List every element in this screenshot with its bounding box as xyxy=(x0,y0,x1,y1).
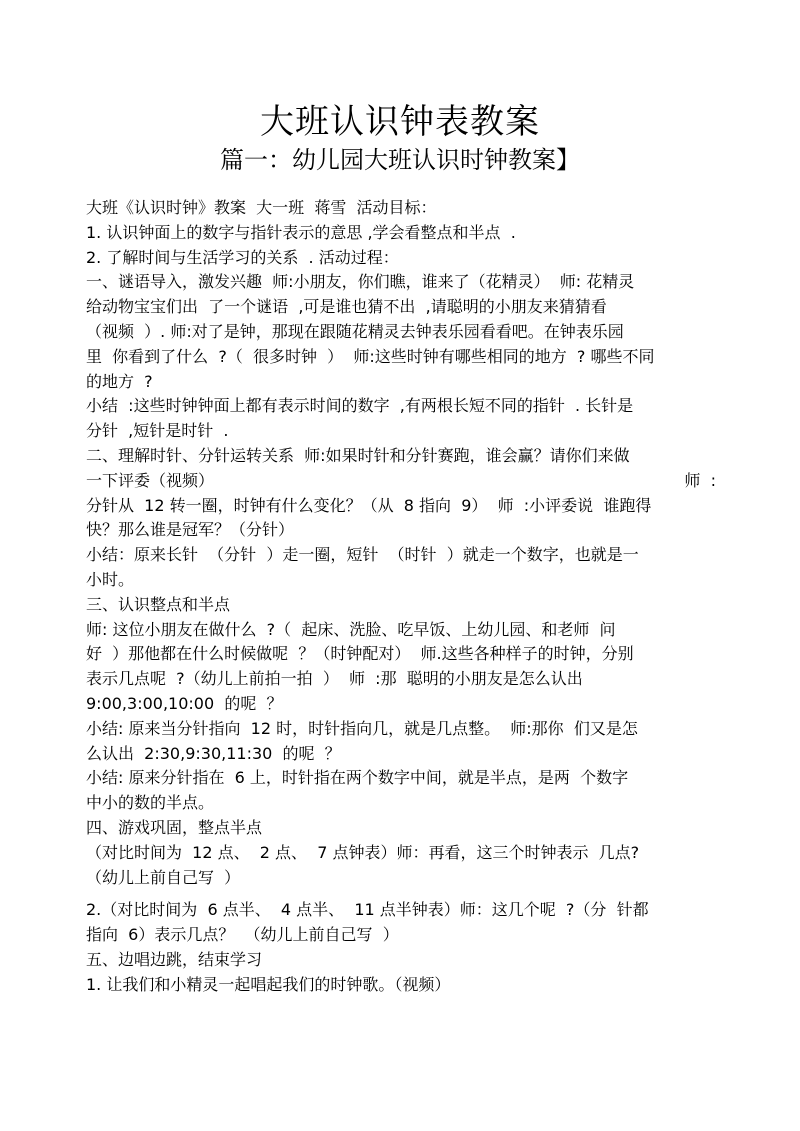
body-line: 四、游戏巩固，整点半点 xyxy=(86,817,263,837)
body-line: 师: 这位小朋友在做什么 ?（ 起床、洗脸、吃早饭、上幼儿园、和老师 问 xyxy=(86,619,616,639)
body-line: 三、认识整点和半点 xyxy=(86,594,231,614)
body-line: 小结: 原来分针指在 6 上，时针指在两个数字中间，就是半点，是两 个数字 xyxy=(86,768,629,788)
body-line: 的地方 ? xyxy=(86,371,153,391)
body-line-right: 师 : xyxy=(684,470,716,490)
document-subtitle: 篇一：幼儿园大班认识时钟教案】 xyxy=(220,146,580,174)
body-line: 指向 6）表示几点？ （幼儿上前自己写 ） xyxy=(86,925,399,945)
body-line: （幼儿上前自己写 ） xyxy=(86,867,241,887)
body-line: 表示几点呢 ?（幼儿上前拍一拍 ） 师 :那 聪明的小朋友是怎么认出 xyxy=(86,669,583,689)
body-line xyxy=(86,469,716,494)
body-line: 小时。 xyxy=(86,569,135,589)
body-line: 小结：原来长针 （分针 ）走一圈，短针 （时针 ）就走一个数字，也就是一 xyxy=(86,545,639,565)
body-line: 好 ）那他都在什么时候做呢 ？（时钟配对） 师.这些各种样子的时钟，分别 xyxy=(86,644,634,664)
body-line: 快？那么谁是冠军？（分针） xyxy=(86,520,295,540)
body-line: 五、边唱边跳，结束学习 xyxy=(86,949,263,969)
body-line: 么认出 2:30,9:30,11:30 的呢 ？ xyxy=(86,743,341,763)
body-line: 2. 了解时间与生活学习的关系 . 活动过程： xyxy=(86,247,399,267)
body-line: 中小的数的半点。 xyxy=(86,793,215,813)
body-line: 1. 认识钟面上的数字与指针表示的意思 ,学会看整点和半点 . xyxy=(86,222,516,242)
document-title: 大班认识钟表教案 xyxy=(260,102,540,142)
document-body xyxy=(86,196,716,998)
body-line: 二、理解时针、分针运转关系 师:如果时针和分针赛跑，谁会赢？请你们来做 xyxy=(86,445,630,465)
body-line-left: 一下评委（视频） xyxy=(86,470,215,490)
body-line: 9:00,3:00,10:00 的呢 ？ xyxy=(86,693,283,713)
body-line: 分针 ,短针是时针 . xyxy=(86,421,229,441)
body-line: 给动物宝宝们出 了一个谜语 ,可是谁也猜不出 ,请聪明的小朋友来猜猜看 xyxy=(86,297,607,317)
body-line: 大班《认识时钟》教案 大一班 蒋雪 活动目标： xyxy=(86,198,437,217)
body-line: 一、谜语导入，激发兴趣 师:小朋友，你们瞧，谁来了（花精灵） 师: 花精灵 xyxy=(86,272,635,292)
body-line: 1. 让我们和小精灵一起唱起我们的时钟歌。（视频） xyxy=(86,974,451,994)
body-line: 小结 :这些时钟钟面上都有表示时间的数字 ,有两根长短不同的指针 . 长针是 xyxy=(86,396,634,416)
body-line: 2.（对比时间为 6 点半、 4 点半、 11 点半钟表）师：这几个呢 ?（分 针都 xyxy=(86,900,649,920)
body-line: （对比时间为 12 点、 2 点、 7 点钟表）师：再看，这三个时钟表示 几点? xyxy=(86,842,640,862)
body-line: 里 你看到了什么 ?（ 很多时钟 ） 师:这些时钟有哪些相同的地方 ? 哪些不同 xyxy=(86,346,655,366)
body-line: （视频 ）. 师:对了是钟，那现在跟随花精灵去钟表乐园看看吧。在钟表乐园 xyxy=(86,321,624,341)
paragraph-gap xyxy=(86,890,716,898)
body-line: 小结: 原来当分针指向 12 时，时针指向几，就是几点整。 师:那你 们又是怎 xyxy=(86,718,638,738)
body-line: 分针从 12 转一圈，时钟有什么变化？（从 8 指向 9） 师 :小评委说 谁跑得 xyxy=(86,495,652,515)
